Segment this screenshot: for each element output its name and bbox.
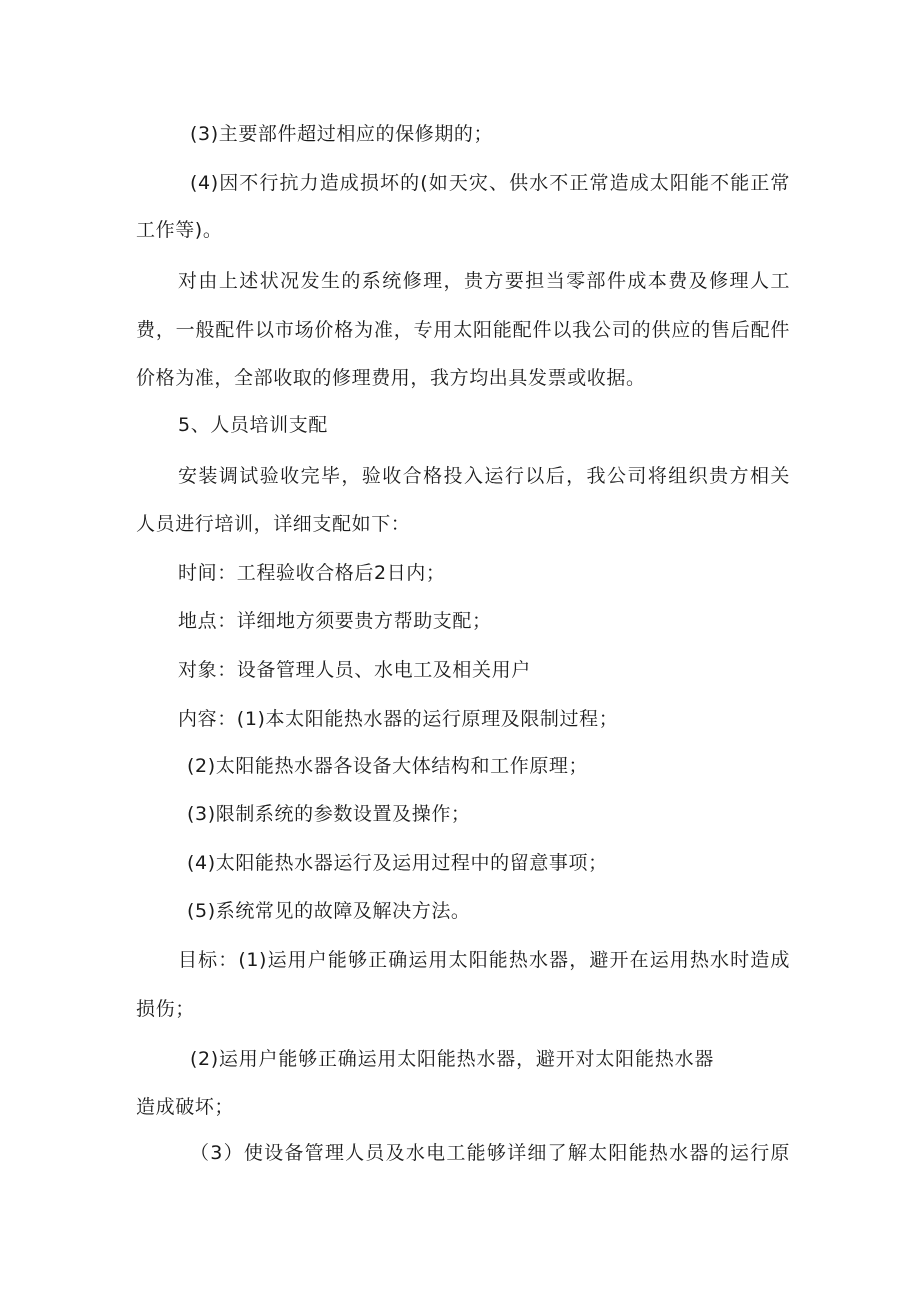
paragraph-line-22: （3）使设备管理人员及水电工能够详细了解太阳能热水器的运行原 [190,1142,790,1164]
paragraph-line-17: (5)系统常见的故障及解决方法。 [187,900,471,922]
paragraph-line-14: (2)太阳能热水器各设备大体结构和工作原理； [187,755,589,777]
paragraph-line-12: 对象：设备管理人员、水电工及相关用户 [178,659,531,681]
paragraph-line-18: 目标：(1)运用户能够正确运用太阳能热水器，避开在运用热水时造成 [178,949,790,971]
paragraph-line-5: 费，一般配件以市场价格为准，专用太阳能配件以我公司的供应的售后配件 [136,319,790,341]
paragraph-line-19: 损伤； [136,998,195,1020]
paragraph-line-6: 价格为准，全部收取的修理费用，我方均出具发票或收据。 [136,367,646,389]
paragraph-line-21: 造成破坏； [136,1096,235,1118]
paragraph-line-16: (4)太阳能热水器运行及运用过程中的留意事项； [187,852,608,874]
paragraph-line-3: 工作等)。 [136,219,223,241]
paragraph-line-13: 内容：(1)本太阳能热水器的运行原理及限制过程； [178,708,619,730]
paragraph-line-1: (3)主要部件超过相应的保修期的； [190,123,494,145]
paragraph-line-2: (4)因不行抗力造成损坏的(如天灾、供水不正常造成太阳能不能正常 [190,172,790,194]
paragraph-line-15: (3)限制系统的参数设置及操作； [187,803,471,825]
paragraph-line-8: 安装调试验收完毕，验收合格投入运行以后，我公司将组织贵方相关 [178,465,790,487]
paragraph-line-9: 人员进行培训，详细支配如下： [136,513,411,535]
section-heading: 5、人员培训支配 [178,414,328,436]
paragraph-line-4: 对由上述状况发生的系统修理，贵方要担当零部件成本费及修理人工 [178,270,790,292]
paragraph-line-10: 时间：工程验收合格后2日内； [178,562,446,584]
paragraph-line-11: 地点：详细地方须要贵方帮助支配； [178,610,492,632]
paragraph-line-20: (2)运用户能够正确运用太阳能热水器，避开对太阳能热水器 [190,1048,714,1070]
